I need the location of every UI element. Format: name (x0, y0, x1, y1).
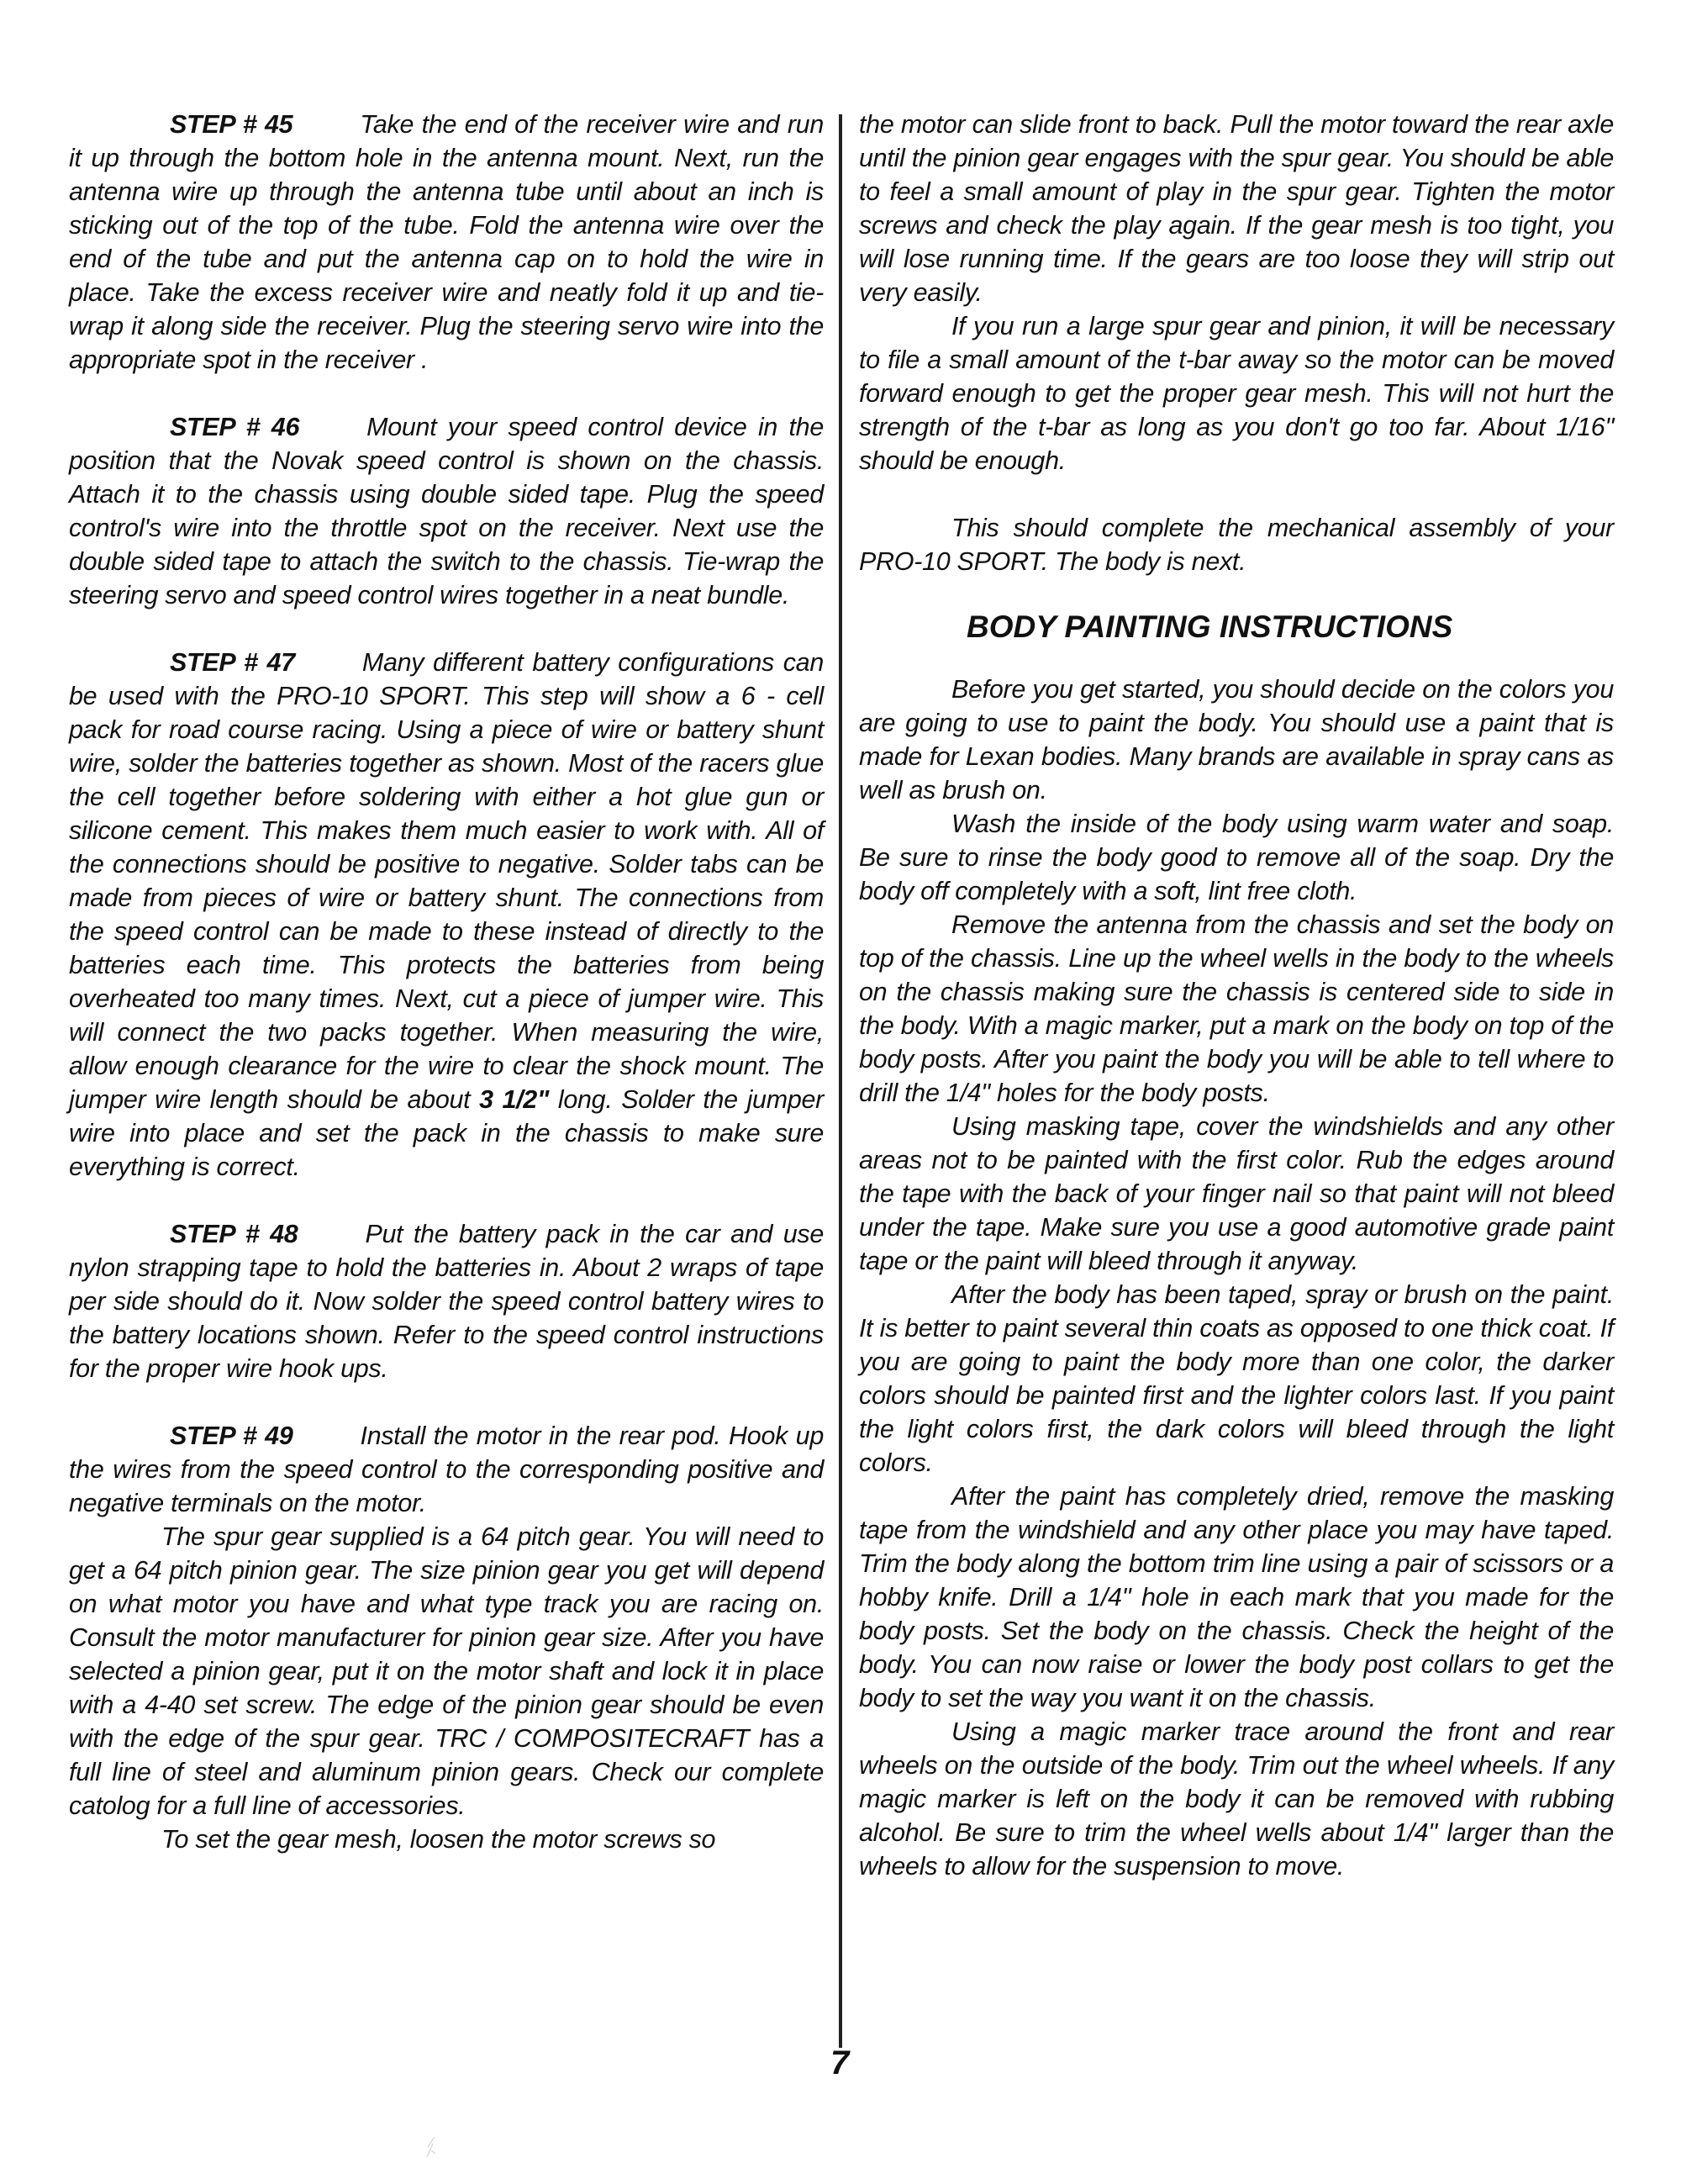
column-divider (839, 114, 842, 2048)
paint-paragraph-trim: After the paint has completely dried, remove the masking tape from the windshield and any other place you may have taped. Trim the body along the bottom trim line using a pair of scissors or a hobby knife. Drill a 1/4" hole in each mark that you made for the body posts. Set the body on the chassis. Check the height of the body. You can now raise or lower the body post collars to get the body to set the way you want it on the chassis. (859, 1482, 1614, 1712)
paint-paragraph-masking: Using masking tape, cover the windshields and any other areas not to be painted with the first color. Rub the edges around the tape with the back of your finger nail so that paint will not bleed under the tape. Make sure you use a good automotive grade paint tape or the paint will bleed through it anyway. (859, 1112, 1614, 1275)
step-49-label: STEP # 49 (170, 1422, 293, 1450)
step-48-paragraph (69, 1217, 824, 1385)
paint-paragraph-spray: After the body has been taped, spray or brush on the paint. It is better to paint several thin coats as opposed to one thick coat. If you are going to paint the body more than one color, the darker colors should be painted first and the lighter colors last. If you paint the light colors first, the dark colors will bleed through the light colors. (859, 1280, 1614, 1477)
spur-gear-paragraph: The spur gear supplied is a 64 pitch gear. You will need to get a 64 pitch pinion gear. The size pinion gear you get will depend on what motor you have and what type track you are racing on. Consult the motor manufacturer for pinion gear size. After you have selected a pinion gear, put it on the motor shaft and lock it in place with a 4-40 set screw. The edge of the pinion gear should be even with the edge of the spur gear. TRC / COMPOSITECRAFT has a full line of steel and aluminum pinion gears. Check our complete catolog for a full line of accessories. (69, 1522, 824, 1820)
step-46-text: Mount your speed control device in the position that the Novak speed control is shown on the chassis. Attach it to the chassis using double sided tape. Plug the speed control's wire into the throttle spot on the receiver. Next use the double sided tape to attach the switch to the chassis. Tie-wrap the steering servo and speed control wires together in a neat bundle. (69, 413, 824, 609)
step-45-label: STEP # 45 (170, 110, 293, 139)
step-49-paragraph (69, 1419, 824, 1520)
large-spur-paragraph: If you run a large spur gear and pinion, it will be necessary to file a small amount of the t-bar away so the motor can be moved forward enough to get the proper gear mesh. This will not hurt the strength of the t-bar as long as you don't go too far. About 1/16" should be enough. (859, 312, 1614, 475)
gear-mesh-paragraph-start: To set the gear mesh, loosen the motor screws so (161, 1825, 716, 1854)
paint-paragraph-antenna: Remove the antenna from the chassis and set the body on top of the chassis. Line up the wheel wells in the body to the wheels on the chassis making sure the chassis is centered side to side in the body. With a magic marker, put a mark on the body on top of the body posts. After you paint the body you will be able to tell where to drill the 1/4" holes for the body posts. (859, 910, 1614, 1107)
step-47-label: STEP # 47 (170, 648, 295, 677)
step-45-paragraph (69, 108, 824, 377)
step-46-label: STEP # 46 (170, 413, 300, 441)
body-painting-heading: BODY PAINTING INSTRUCTIONS (967, 609, 1453, 644)
step-46-paragraph (69, 410, 824, 612)
step-47-paragraph (69, 646, 824, 1184)
step-49-text: Install the motor in the rear pod. Hook up the wires from the speed control to the corresponding positive and negative terminals on the motor. (69, 1422, 824, 1517)
page-number: 7 (830, 2044, 850, 2081)
assembly-complete-paragraph: This should complete the mechanical assembly of your PRO-10 SPORT. The body is next. (859, 514, 1614, 576)
paint-paragraph-colors: Before you get started, you should decide on the colors you are going to use to paint the body. You should use a paint that is made for Lexan bodies. Many brands are available in spray cans as well as brush on. (859, 675, 1614, 804)
paint-paragraph-wash: Wash the inside of the body using warm water and soap. Be sure to rinse the body good to remove all of the soap. Dry the body off completely with a soft, lint free cloth. (859, 810, 1614, 905)
step-48-text: Put the battery pack in the car and use nylon strapping tape to hold the batteries in. About 2 wraps of tape per side should do it. Now solder the speed control battery wires to the battery locations shown. Refer to the speed control instructions for the proper wire hook ups. (69, 1220, 824, 1383)
left-column (69, 108, 824, 1856)
step-48-label: STEP # 48 (170, 1220, 298, 1248)
jumper-length-value: 3 1/2" (479, 1085, 550, 1114)
gear-mesh-continued: the motor can slide front to back. Pull the motor toward the rear axle until the pinion gear engages with the spur gear. You should be able to feel a small amount of play in the spur gear. Tighten the motor screws and check the play again. If the gear mesh is too tight, you will lose running time. If the gears are too loose they will strip out very easily. (859, 110, 1614, 307)
step-47-text-a: Many different battery configurations can be used with the PRO-10 SPORT. This step will show a 6 - cell pack for road course racing. Using a piece of wire or battery shunt wire, solder the batteries together as shown. Most of the racers glue the cell together before soldering with either a hot glue gun or silicone cement. This makes them much easier to work with. All of the connections should be positive to negative. Solder tabs can be made from pieces of wire or battery shunt. The connections from the speed control can be made to these instead of directly to the batteries each time. This protects the batteries from being overheated too many times. Next, cut a piece of jumper wire. This will connect the two packs together. When measuring the wire, allow enough clearance for the wire to clear the shock mount. The jumper wire length should be about (69, 648, 824, 1114)
paint-paragraph-wheels: Using a magic marker trace around the front and rear wheels on the outside of the body. Trim out the wheel wheels. If any magic marker is left on the body it can be removed with rubbing alcohol. Be sure to trim the wheel wells about 1/4" larger than the wheels to allow for the suspension to move. (859, 1717, 1614, 1881)
step-45-text: Take the end of the receiver wire and run it up through the bottom hole in the antenna mount. Next, run the antenna wire up through the antenna tube until about an inch is sticking out of the top of the tube. Fold the antenna wire over the end of the tube and put the antenna cap on to hold the wire in place. Take the excess receiver wire and neatly fold it up and tie-wrap it along side the receiver. Plug the steering servo wire into the appropriate spot in the receiver . (69, 110, 824, 374)
right-column (859, 108, 1614, 1883)
step-47-text-b: long. Solder the jumper wire into place and set the pack in the chassis to make sure everything is correct. (69, 1085, 824, 1181)
scan-smudge-mark (424, 2135, 438, 2160)
